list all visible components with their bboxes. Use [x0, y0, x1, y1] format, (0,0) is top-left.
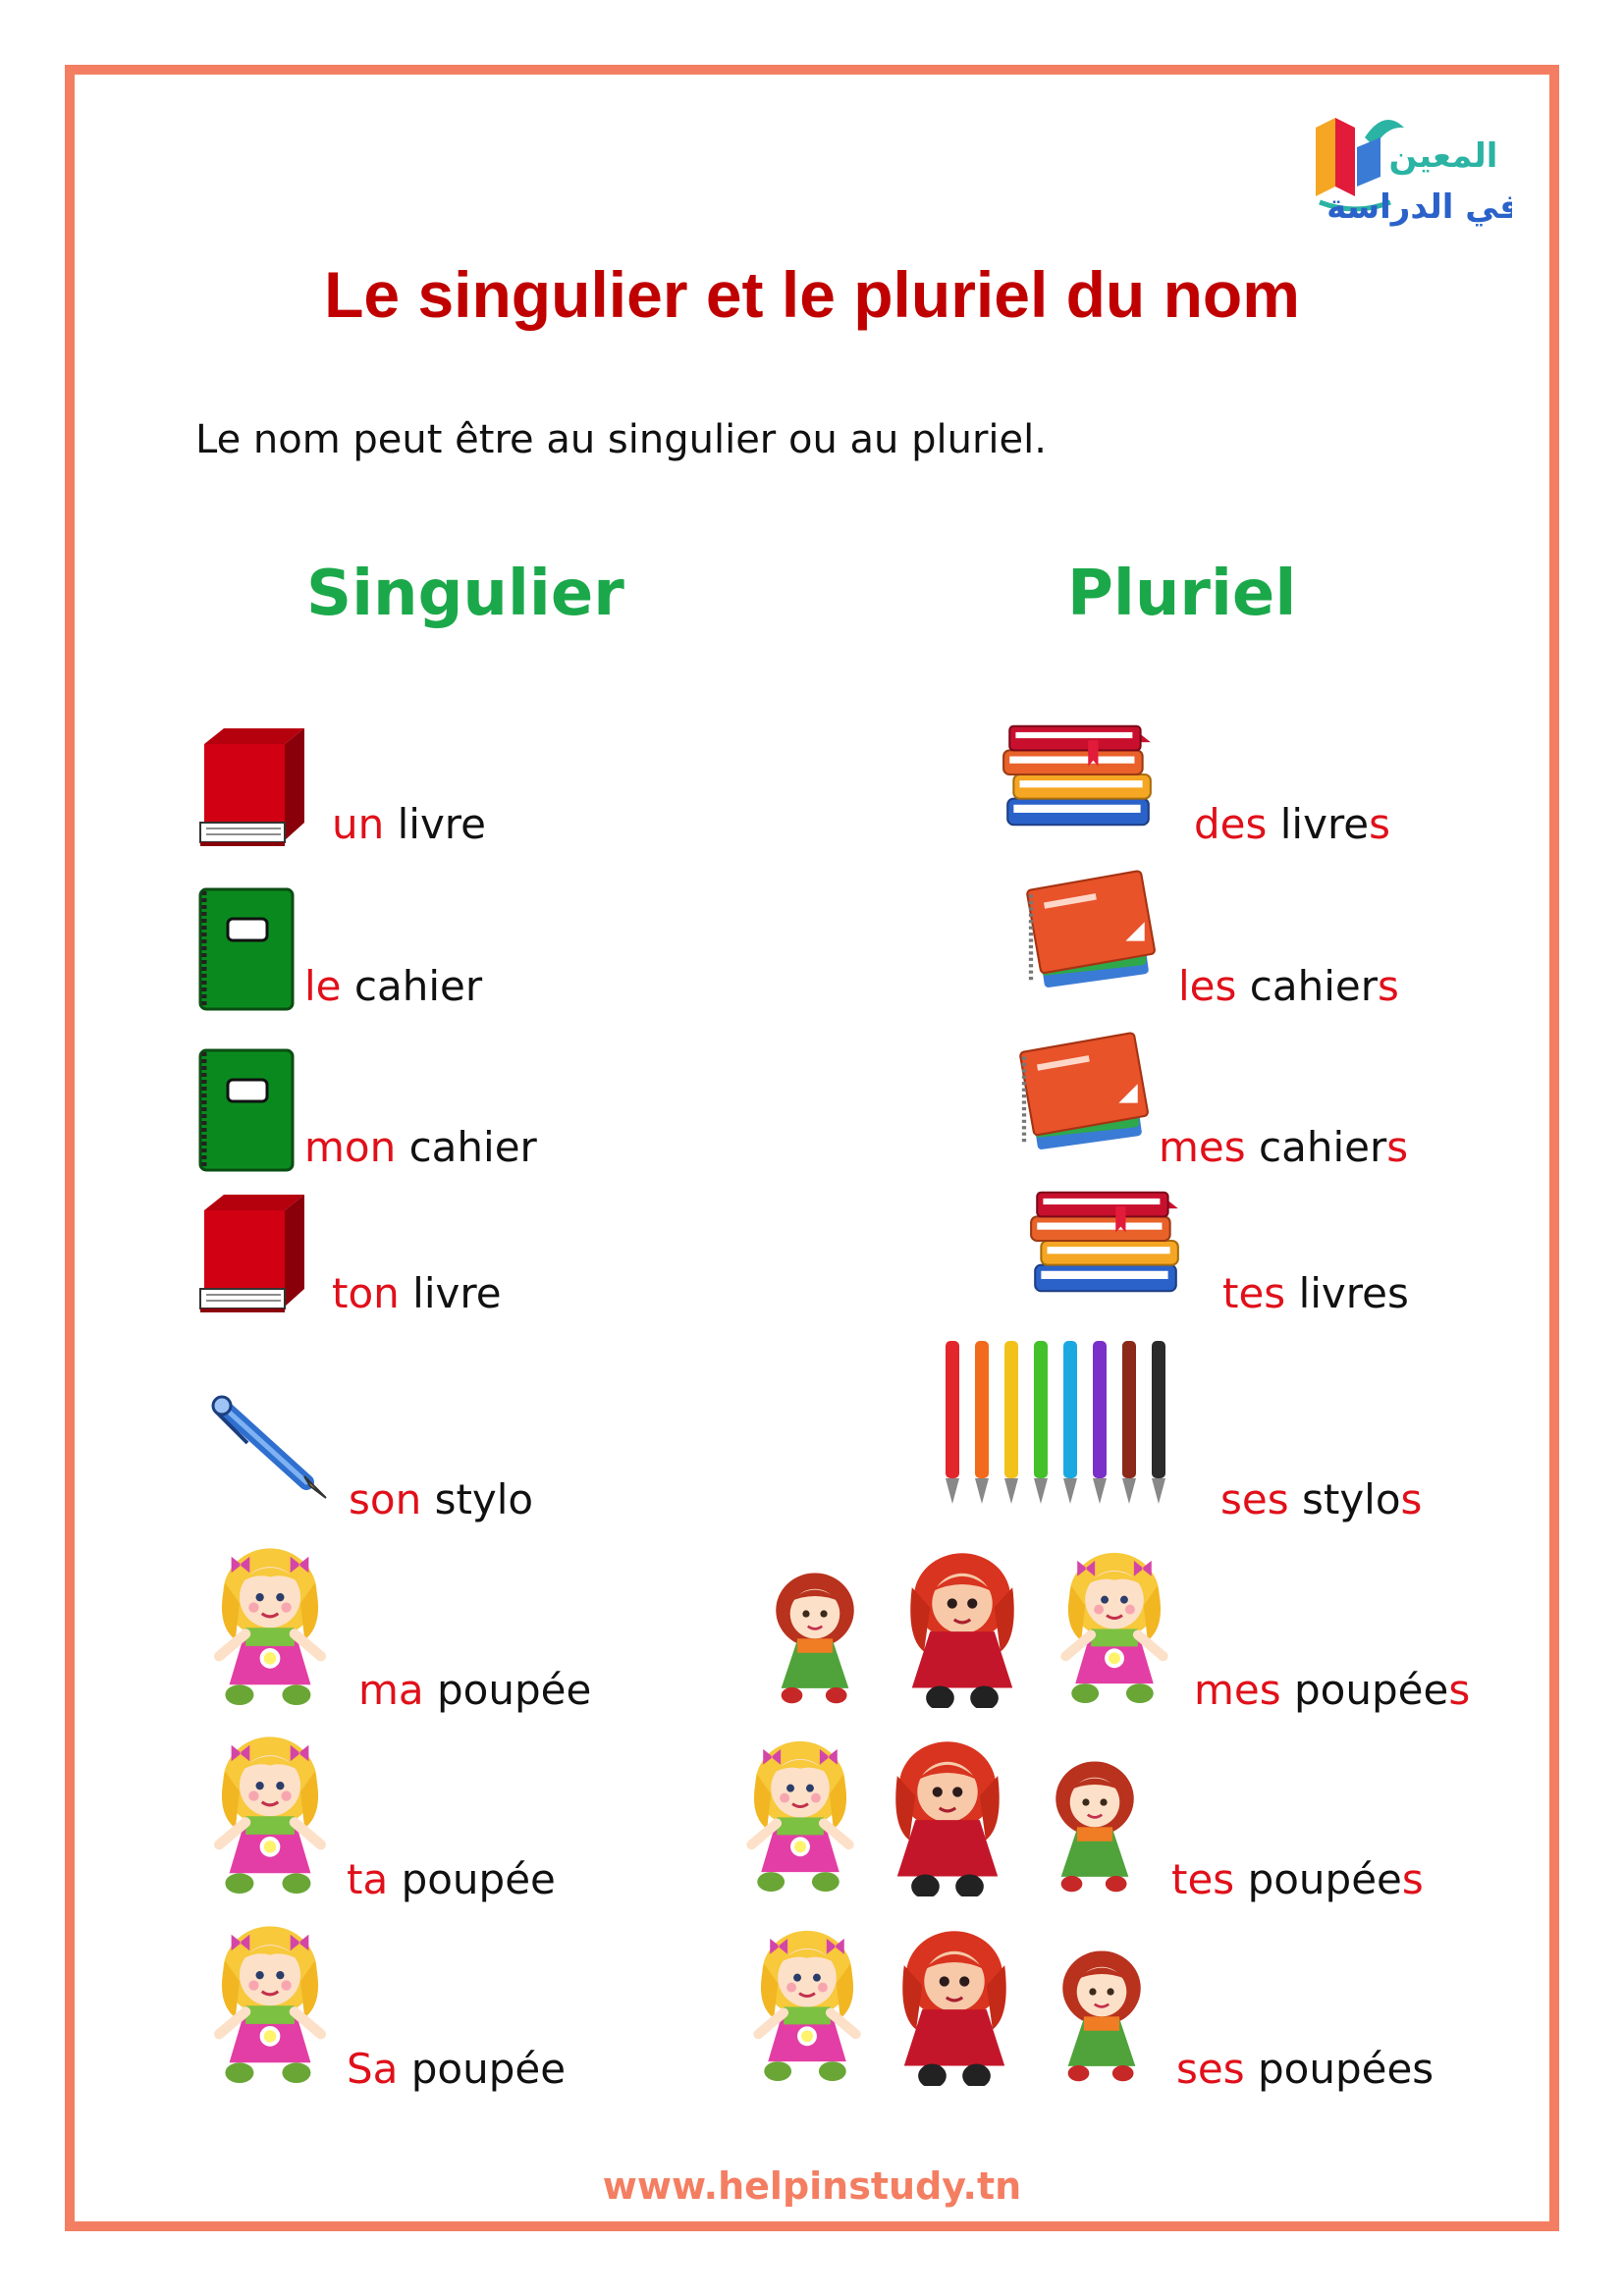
plural-word	[1178, 962, 1399, 1010]
determiner: ton	[332, 1269, 400, 1317]
doll-icon	[196, 1725, 344, 1894]
green-notebook-icon	[194, 885, 298, 1013]
plural-word	[1176, 2045, 1434, 2093]
logo-book-icon	[1296, 108, 1512, 245]
noun: poupée	[401, 1855, 556, 1903]
green-notebook-icon	[194, 1046, 298, 1174]
singular-word	[349, 1475, 533, 1523]
noun-stem: cahier	[1259, 1123, 1387, 1171]
noun: livre	[412, 1269, 502, 1317]
plural-suffix: s	[1377, 962, 1399, 1010]
book-stack-icon	[1027, 1183, 1184, 1301]
intro-text: Le nom peut être au singulier ou au pluriel.	[195, 417, 1047, 462]
doll-icon	[196, 1914, 344, 2083]
noun-stem: poupée	[1294, 1666, 1449, 1714]
book-stack-icon	[1000, 717, 1157, 834]
plural-word	[1222, 1269, 1409, 1317]
singular-word	[332, 800, 486, 848]
singular-word	[347, 2045, 566, 2093]
plural-word	[1194, 1666, 1470, 1714]
noun-stem: stylo	[1301, 1475, 1401, 1523]
determiner: ses	[1176, 2045, 1245, 2093]
doll-icon	[738, 1919, 876, 2081]
red-book-icon	[194, 726, 312, 850]
colored-pens-icon	[938, 1335, 1183, 1512]
noun: cahier	[408, 1123, 537, 1171]
determiner: Sa	[347, 2045, 399, 2093]
determiner: un	[332, 800, 385, 848]
plural-suffix: s	[1448, 1666, 1471, 1714]
column-heading-singular: Singulier	[306, 558, 624, 630]
determiner: ses	[1220, 1475, 1289, 1523]
determiner: ma	[358, 1666, 424, 1714]
plural-word	[1171, 1855, 1424, 1903]
determiner: le	[304, 962, 342, 1010]
doll-icon	[1038, 1937, 1165, 2084]
plural-word	[1220, 1475, 1422, 1523]
singular-word	[347, 1855, 556, 1903]
notebook-stack-icon	[1009, 1026, 1157, 1163]
noun: stylo	[434, 1475, 534, 1523]
plural-suffix: s	[1400, 1475, 1423, 1523]
singular-word	[304, 962, 482, 1010]
singular-word	[304, 1123, 537, 1171]
site-logo	[1296, 108, 1512, 245]
noun-stem: poupées	[1257, 2045, 1435, 2093]
determiner: les	[1178, 962, 1237, 1010]
determiner: ta	[347, 1855, 389, 1903]
doll-icon	[886, 1919, 1023, 2086]
determiner: des	[1194, 800, 1268, 848]
doll-icon	[196, 1536, 344, 1705]
doll-icon	[751, 1559, 879, 1706]
plural-suffix: s	[1369, 800, 1391, 848]
determiner: tes	[1222, 1269, 1286, 1317]
determiner: mes	[1194, 1666, 1281, 1714]
pen-icon	[208, 1392, 330, 1506]
logo-line-2: في الدراسة	[1326, 187, 1512, 227]
doll-icon	[879, 1730, 1016, 1896]
plural-suffix: s	[1386, 1123, 1409, 1171]
dolls-group-icon	[751, 1541, 1193, 1710]
determiner: mes	[1159, 1123, 1246, 1171]
singular-word	[332, 1269, 502, 1317]
noun: livre	[397, 800, 486, 848]
footer-url[interactable]: www.helpinstudy.tn	[602, 2164, 1022, 2208]
noun: poupée	[410, 2045, 567, 2093]
logo-line-1: المعين	[1388, 136, 1498, 176]
notebook-stack-icon	[1016, 864, 1164, 1001]
singular-word	[358, 1666, 591, 1714]
doll-icon	[1046, 1541, 1183, 1703]
doll-icon	[1031, 1747, 1159, 1895]
noun: cahier	[353, 962, 483, 1010]
plural-word	[1194, 800, 1390, 848]
noun-stem: livres	[1298, 1269, 1409, 1317]
plural-suffix: s	[1401, 1855, 1424, 1903]
noun-stem: livre	[1279, 800, 1370, 848]
noun-stem: cahier	[1249, 962, 1378, 1010]
noun: poupée	[437, 1666, 592, 1714]
noun-stem: poupée	[1247, 1855, 1402, 1903]
dolls-group-icon	[738, 1919, 1180, 2088]
page-title: Le singulier et le pluriel du nom	[324, 258, 1300, 331]
determiner: son	[349, 1475, 422, 1523]
plural-word	[1159, 1123, 1408, 1171]
determiner: mon	[304, 1123, 397, 1171]
column-heading-plural: Pluriel	[1067, 558, 1297, 630]
doll-icon	[731, 1730, 869, 1892]
dolls-group-icon	[731, 1730, 1173, 1898]
determiner: tes	[1171, 1855, 1235, 1903]
doll-icon	[893, 1541, 1031, 1708]
red-book-icon	[194, 1193, 312, 1316]
